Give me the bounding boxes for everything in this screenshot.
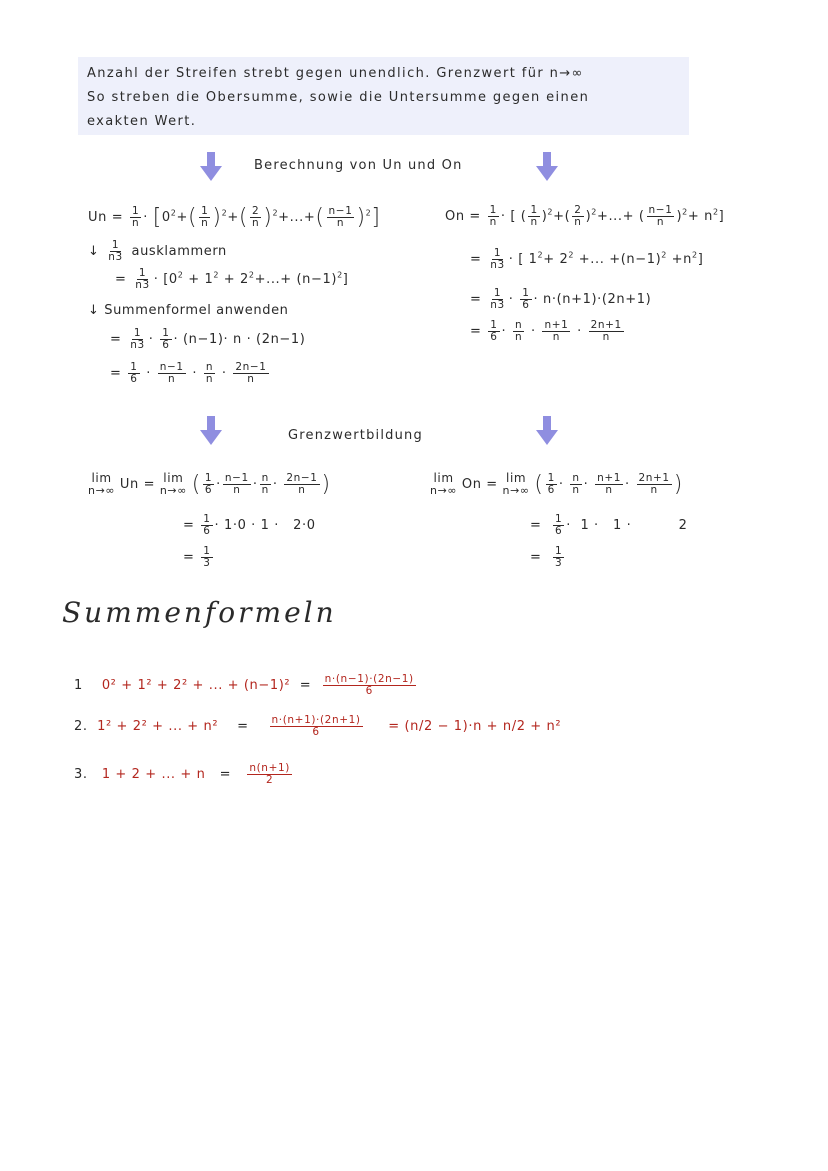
un-line-3: = $\frac{1}{n3}$ · $\frac{1}{6}$ · (n−1)· n · (2n−1)	[110, 327, 306, 352]
lim-un-result: = $\frac{1}{3}$	[183, 545, 211, 570]
formula-rhs-num: n·(n+1)·(2n+1)	[271, 714, 361, 726]
formula-1: 1 0² + 1² + 2² + ... + (n−1)² = $\frac{n\cdot(n-1)\cdot(2n-1)}{6}$	[74, 673, 414, 698]
section-title-grenzwert: Grenzwertbildung	[288, 428, 423, 443]
intro-box	[78, 57, 689, 135]
factor-den: n3	[108, 251, 123, 264]
formula-3: 3. 1 + 2 + ... + n = $\frac{n(n+1)}{2}$	[74, 762, 290, 787]
formula-rhs-num: n·(n−1)·(2n−1)	[324, 673, 414, 685]
on-line-3: = $\frac{1}{n3}$ · $\frac{1}{6}$ · n·(n+1)·(2n+1)	[470, 287, 652, 312]
section-title-berechnung: Berechnung von Un und On	[254, 158, 463, 173]
lim-on-line-2: = $\frac{1}{6}$ · 1 · 1 · 2	[530, 513, 688, 538]
down-arrow-icon	[536, 416, 558, 446]
down-arrow-icon	[536, 152, 558, 182]
formula-2: 2. 1² + 2² + ... + n² = $\frac{n\cdot(n+1)\cdot(2n+1)}{6}$ = (n/2 − 1)·n + n/2 + n²	[74, 714, 562, 739]
intro-line-3: exakten Wert.	[87, 114, 197, 129]
un-comment-2: ↓ Summenformel anwenden	[88, 303, 289, 318]
factor-num: 1	[111, 239, 120, 251]
comment-summenformel: Summenformel anwenden	[104, 303, 289, 318]
formula-rhs-num: n(n+1)	[249, 762, 290, 774]
intro-line-1: Anzahl der Streifen strebt gegen unendlich. Grenzwert für n→∞	[87, 66, 584, 81]
formula-rhs-den: 6	[365, 685, 373, 698]
formula-rhs-alt: = (n/2 − 1)·n + n/2 + n²	[388, 719, 562, 735]
formula-number: 2.	[74, 719, 88, 735]
result-num: 1	[203, 545, 211, 557]
lim-on-line-1: lim n→∞ On = lim n→∞ ( $\frac{1}{6}$ · $\frac{n}{n}$ · $\frac{n+1}{n}$ · $\frac{2n+1}{n}$ )	[430, 471, 683, 498]
un-label: Un	[88, 210, 107, 225]
on-label: On	[445, 209, 465, 225]
un-comment-1: ↓ $\frac{1}{n3}$ ausklammern	[88, 239, 227, 264]
formula-rhs-den: 2	[266, 774, 274, 787]
un-line-1: Un = $\frac{1}{n}$ · [$0^2+$( $\frac{1}{n}$ )$^2$+( $\frac{2}{n}$ )$^2$+...+( $\frac{n-1}{n}$ )$^2$]	[88, 204, 381, 230]
formula-number: 3.	[74, 767, 88, 783]
un-line-2: = $\frac{1}{n3}$ · $[0^2 + 1^2 + 2^2+...+ (n-1)^2]$	[115, 267, 349, 292]
formula-rhs-den: 6	[312, 726, 320, 739]
lim-sub: n→∞	[430, 484, 458, 498]
on-line-2: = $\frac{1}{n3}$ · [ $1^2+ 2^2$ +... $+(n-1)^2 +n^2$]	[470, 247, 704, 272]
lim-on-result: = $\frac{1}{3}$	[530, 545, 563, 570]
formula-lhs: 1 + 2 + ... + n	[101, 767, 206, 783]
result-num: 1	[554, 545, 563, 557]
down-arrow-icon	[200, 152, 222, 182]
intro-line-2: So streben die Obersumme, sowie die Untersumme gegen einen	[87, 90, 590, 105]
lim-un-line-2: = $\frac{1}{6}$ · 1·0 · 1 · 2·0	[183, 513, 316, 538]
comment-ausklammern: ausklammern	[131, 244, 227, 260]
on-line-4: = $\frac{1}{6}$ · $\frac{n}{n}$ · $\frac{n+1}{n}$ · $\frac{2n+1}{n}$	[470, 319, 622, 344]
lim-word: lim	[91, 471, 112, 485]
formula-lhs: 1² + 2² + ... + n²	[97, 719, 219, 735]
down-arrow-icon	[200, 416, 222, 446]
lim-un-line-1: lim n→∞ Un = lim n→∞ ( $\frac{1}{6}$ · $\frac{n-1}{n}$ · $\frac{n}{n}$ · $\frac{2n-1}{n}$ )	[88, 471, 331, 498]
result-den: 3	[554, 557, 563, 570]
lim-word: lim	[433, 471, 454, 485]
summenformeln-heading: Summenformeln	[62, 596, 337, 629]
formula-number: 1	[74, 678, 83, 694]
un-line-4: = $\frac{1}{6}$ · $\frac{n-1}{n}$ · $\frac{n}{n}$ · $\frac{2n-1}{n}$	[110, 361, 267, 386]
on-line-1: On = $\frac{1}{n}$ · [ ( $\frac{1}{n}$ )$^2$+( $\frac{2}{n}$ )$^2$+...+ ( $\frac{n-1}{n}$ )$^2+ n^2$]	[445, 204, 725, 229]
result-den: 3	[203, 557, 211, 570]
formula-lhs: 0² + 1² + 2² + ... + (n−1)²	[101, 678, 291, 694]
lim-sub: n→∞	[88, 484, 116, 498]
